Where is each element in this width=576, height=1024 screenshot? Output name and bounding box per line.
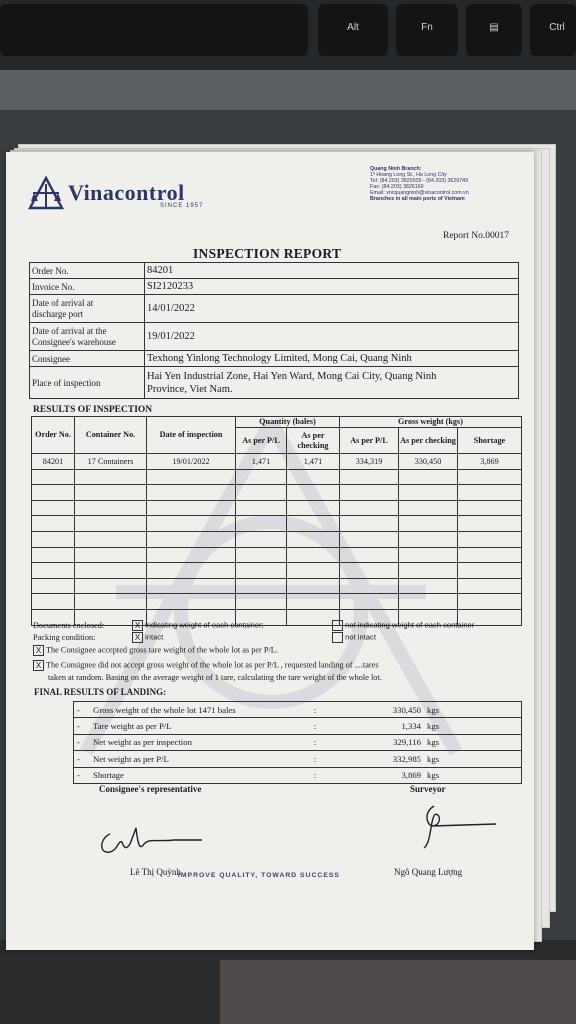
- final-row-value: 332,985: [338, 751, 424, 767]
- ctrl-key: Ctrl: [530, 4, 576, 56]
- table-row-empty: [32, 485, 522, 501]
- page-title: INSPECTION REPORT: [193, 246, 342, 261]
- order-no-value: 84201: [145, 263, 519, 279]
- final-row-label: Shortage: [90, 767, 292, 783]
- table-row-empty: [32, 516, 522, 532]
- consignee-signature: [96, 820, 206, 860]
- consignee-not-accepted-text: The Consignee did not accept gross weight of the whole lot as per P/L , requested landing of ....tares: [45, 660, 379, 670]
- table-row-empty: [32, 563, 522, 579]
- checkbox-consignee-not-accepted[interactable]: X: [33, 660, 44, 671]
- consignee-not-accepted-row: [33, 660, 379, 671]
- option-label: not intact: [345, 632, 376, 642]
- consignee-representative-name: Lê Thị Quỳnh: [130, 867, 181, 877]
- results-table: [31, 416, 522, 626]
- table-row: [32, 454, 522, 470]
- consignee-value: Texhong Yinlong Technology Limited, Mong Cai, Quang Ninh: [145, 351, 519, 367]
- final-row: [74, 734, 522, 750]
- since-label: SINCE 1957: [160, 203, 204, 209]
- laptop-keyboard: [0, 0, 576, 78]
- option-label: not indicating weight of each container: [345, 620, 475, 630]
- colon: :: [292, 718, 338, 734]
- inspection-report-page: [6, 152, 534, 950]
- table-row-empty: [32, 469, 522, 485]
- dash: -: [74, 718, 91, 734]
- checkbox-indicating-weight[interactable]: X: [132, 620, 143, 631]
- branch-title: Quang Ninh Branch:: [370, 166, 422, 172]
- checkbox-not-indicating-weight[interactable]: [332, 620, 343, 631]
- consignee-representative-title: Consignee's representative: [99, 784, 202, 794]
- branch-line: Fax: (84.203) 3826169: [370, 184, 424, 191]
- arrival-port-value: 14/01/2022: [145, 295, 519, 323]
- documents-indicating-option: [132, 620, 264, 631]
- documents-enclosed-label: Documents enclosed:: [33, 621, 105, 630]
- dash: -: [74, 767, 91, 783]
- final-row-label: Gross weight of the whole lot 1471 bales: [90, 702, 292, 718]
- consignee-not-accepted-text-2: taken at random. Basing on the average weight of 1 tare, calculating the tare weight of the whole lot.: [48, 673, 382, 682]
- packing-condition-label: Packing condition:: [33, 633, 96, 642]
- company-name: Vinacontrol: [68, 180, 185, 205]
- col-gross-weight: Gross weight (kgs): [340, 417, 522, 428]
- table-row-empty: [32, 500, 522, 516]
- surveyor-title: Surveyor: [410, 784, 446, 794]
- final-row-unit: kgs: [424, 702, 522, 718]
- cell-container-no: 17 Containers: [75, 454, 147, 470]
- consignee-accepted-text: The Consignee accepted gross tare weight of the whole lot as per P/L.: [45, 645, 278, 655]
- arrival-warehouse-value: 19/01/2022: [145, 323, 519, 351]
- branch-line: Email: vncquangninh@vinacontrol.com.vn: [370, 190, 469, 197]
- colon: :: [292, 751, 338, 767]
- invoice-no-value: SI2120233: [145, 279, 519, 295]
- col-gross-pl: As per P/L: [340, 428, 399, 454]
- cell-date: 19/01/2022: [147, 454, 236, 470]
- checkbox-consignee-accepted[interactable]: X: [33, 645, 44, 656]
- order-info-table: [29, 262, 519, 399]
- results-heading: RESULTS OF INSPECTION: [33, 405, 153, 415]
- surveyor-signature: [414, 802, 504, 852]
- packing-not-intact-option: [332, 632, 376, 643]
- checkbox-not-intact[interactable]: [332, 632, 343, 643]
- final-row-value: 330,450: [338, 702, 424, 718]
- final-row-label: Net weight as per P/L: [90, 751, 292, 767]
- surveyor-name: Ngô Quang Lượng: [394, 867, 463, 877]
- col-order-no: Order No.: [32, 417, 75, 454]
- packing-intact-option: [132, 632, 163, 643]
- branch-address: [370, 166, 469, 203]
- cell-gross-checking: 330,450: [399, 454, 458, 470]
- final-row-unit: kgs: [424, 767, 522, 783]
- final-row-unit: kgs: [424, 718, 522, 734]
- colon: :: [292, 734, 338, 750]
- table-row-empty: [32, 578, 522, 594]
- table-row-empty: [32, 547, 522, 563]
- dash: -: [74, 751, 91, 767]
- final-row-unit: kgs: [424, 734, 522, 750]
- final-row-label: Tare weight as per P/L: [90, 718, 292, 734]
- spacebar-key: [0, 4, 308, 56]
- final-row-value: 329,116: [338, 734, 424, 750]
- invoice-no-label: Invoice No.: [30, 279, 145, 295]
- report-number: Report No.00017: [443, 231, 509, 241]
- cell-shortage: 3,869: [458, 454, 522, 470]
- final-row: [74, 702, 522, 718]
- branch-line: Branches in all main ports of Vietnam: [370, 196, 465, 203]
- cell-quantity-checking: 1,471: [287, 454, 340, 470]
- consignee-label: Consignee: [30, 351, 145, 367]
- col-quantity-checking: As per checking: [287, 428, 340, 454]
- arrival-warehouse-label: Date of arrival at the Consignee's warehouse: [30, 323, 145, 351]
- consignee-accepted-row: [33, 645, 278, 656]
- vinacontrol-logo-icon: [28, 176, 64, 210]
- final-row: [74, 751, 522, 767]
- place-of-inspection-label: Place of inspection: [30, 367, 145, 399]
- col-date-of-inspection: Date of inspection: [147, 417, 236, 454]
- alt-key: Alt: [318, 4, 388, 56]
- dash: -: [74, 734, 91, 750]
- table-row-empty: [32, 531, 522, 547]
- fn-key: Fn: [396, 4, 458, 56]
- branch-line: Tel: (84.203) 3825535 - (84.203) 3629749: [370, 178, 469, 185]
- col-quantity-pl: As per P/L: [236, 428, 287, 454]
- cell-gross-pl: 334,319: [340, 454, 399, 470]
- final-row-value: 3,869: [338, 767, 424, 783]
- final-row: [74, 767, 522, 783]
- company-slogan: IMPROVE QUALITY, TOWARD SUCCESS: [178, 872, 340, 879]
- option-label: intact: [145, 632, 164, 642]
- final-row-unit: kgs: [424, 751, 522, 767]
- option-label: indicating weight of each container;: [145, 620, 264, 630]
- dash: -: [74, 702, 91, 718]
- col-container-no: Container No.: [75, 417, 147, 454]
- checkbox-intact[interactable]: X: [132, 632, 143, 643]
- branch-line: 1º Hoang Long St., Ha Long City: [370, 172, 447, 179]
- order-no-label: Order No.: [30, 263, 145, 279]
- documents-not-indicating-option: [332, 620, 474, 631]
- final-results-table: [73, 701, 522, 784]
- place-of-inspection-value: Hai Yen Industrial Zone, Hai Yen Ward, Mong Cai City, Quang Ninh Province, Viet Nam.: [145, 367, 519, 399]
- final-row: [74, 718, 522, 734]
- laptop-edge: [0, 70, 576, 110]
- col-quantity: Quantity (bales): [236, 417, 340, 428]
- arrival-port-label: Date of arrival at discharge port: [30, 295, 145, 323]
- colon: :: [292, 767, 338, 783]
- col-gross-checking: As per checking: [399, 428, 458, 454]
- col-shortage: Shortage: [458, 428, 522, 454]
- menu-key: ▤: [466, 4, 522, 56]
- cell-order-no: 84201: [32, 454, 75, 470]
- colon: :: [292, 702, 338, 718]
- cell-quantity-pl: 1,471: [236, 454, 287, 470]
- table-row-empty: [32, 594, 522, 610]
- desk-highlight: [220, 960, 576, 1024]
- final-results-heading: FINAL RESULTS OF LANDING:: [34, 687, 167, 697]
- final-row-label: Net weight as per inspection: [90, 734, 292, 750]
- final-row-value: 1,334: [338, 718, 424, 734]
